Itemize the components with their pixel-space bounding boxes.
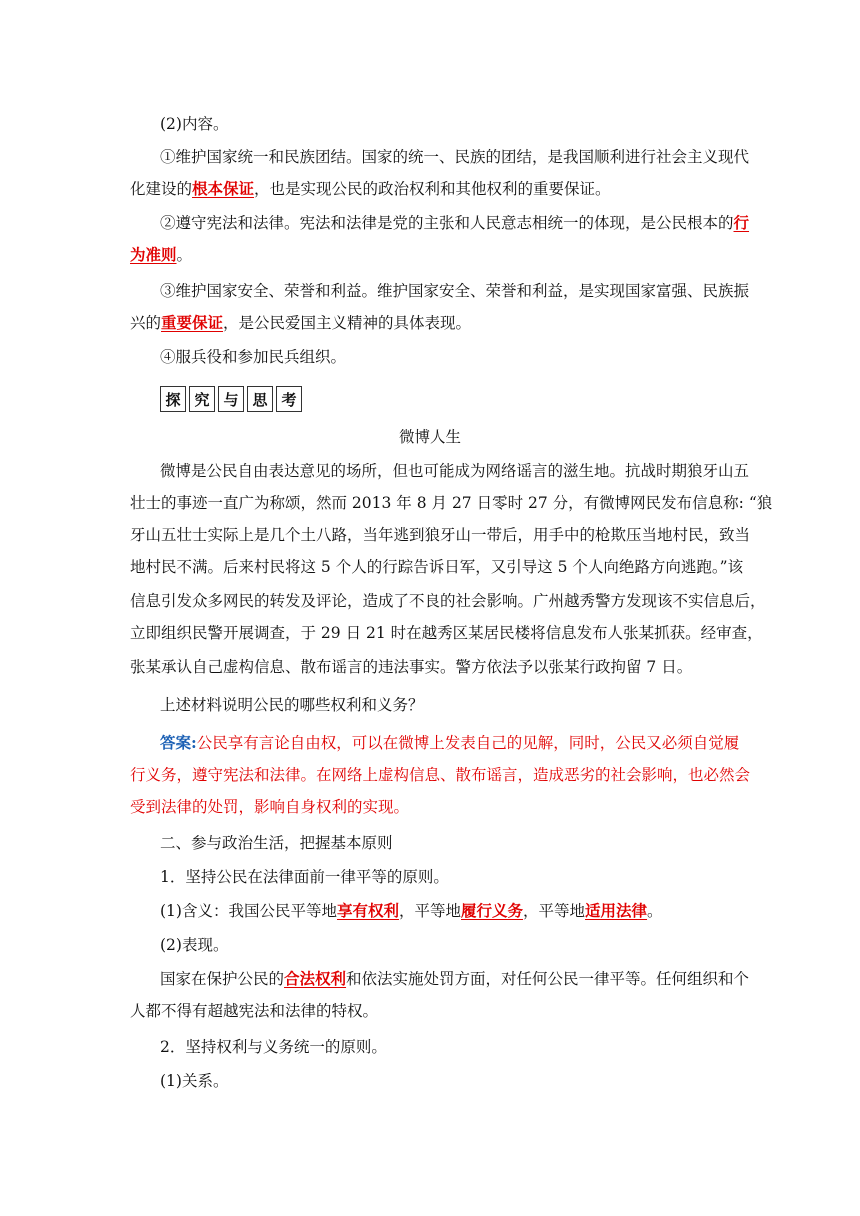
case-line-7: 张某承认自己虚构信息、散布谣言的违法事实。警方依法予以张某行政拘留 7 日。 <box>130 658 693 676</box>
meaning-text-end: 。 <box>647 902 663 920</box>
performance-line-2: 人都不得有超越宪法和法律的特权。 <box>130 1002 379 1020</box>
case-question: 上述材料说明公民的哪些权利和义务？ <box>160 696 424 714</box>
explore-char-3: 与 <box>218 386 244 412</box>
answer-line-1 <box>160 732 740 754</box>
case-line-4: 地村民不满。后来村民将这 5 个人的行踪告诉日军，又引导这 5 个人向绝路方向逃跑。”该 <box>130 558 744 576</box>
principle2-title: 2．坚持权利与义务统一的原则。 <box>160 1038 387 1056</box>
item1-line2 <box>130 178 730 200</box>
case-line-6: 立即组织民警开展调查，于 29 日 21 时在越秀区某居民楼将信息发布人张某抓获。经审查， <box>130 624 763 642</box>
answer-label: 答案: <box>160 733 197 752</box>
item1-text-pre: 化建设的 <box>130 180 193 198</box>
answer-line-3: 受到法律的处罚，影响自身权利的实现。 <box>130 798 410 816</box>
meaning-text-pre: (1)含义：我国公民平等地 <box>160 902 337 920</box>
meaning-text-mid1: ，平等地 <box>398 902 461 920</box>
principle1-performance: (2)表现。 <box>160 936 229 954</box>
item2-line1 <box>160 212 750 234</box>
meaning-text-mid2: ，平等地 <box>523 902 586 920</box>
item3-line2 <box>130 312 730 334</box>
keyword-code-of-conduct-part1: 行 <box>733 213 750 232</box>
explore-and-think-box <box>160 386 305 412</box>
keyword-important-guarantee: 重要保证 <box>161 313 224 332</box>
principle1-title: 1．坚持公民在法律面前一律平等的原则。 <box>160 868 449 886</box>
item2-text-pre: ②遵守宪法和法律。宪法和法律是党的主张和人民意志相统一的体现，是公民根本的 <box>160 214 734 232</box>
principle1-meaning <box>160 900 760 922</box>
explore-char-5: 考 <box>276 386 302 412</box>
item1-line1: ①维护国家统一和民族团结。国家的统一、民族的团结，是我国顺利进行社会主义现代 <box>160 148 750 166</box>
performance-text-post: 和依法实施处罚方面，对任何公民一律平等。任何组织和个 <box>346 970 750 988</box>
explore-char-2: 究 <box>189 386 215 412</box>
item4: ④服兵役和参加民兵组织。 <box>160 348 347 366</box>
section2-heading: 二、参与政治生活，把握基本原则 <box>160 834 393 852</box>
performance-line-1 <box>160 968 750 990</box>
item1-text-post: ，也是实现公民的政治权利和其他权利的重要保证。 <box>254 180 611 198</box>
keyword-legal-rights: 合法权利 <box>284 969 347 988</box>
item3-line1: ③维护国家安全、荣誉和利益。维护国家安全、荣誉和利益，是实现国家富强、民族振 <box>160 282 750 300</box>
principle2-relation: (1)关系。 <box>160 1072 229 1090</box>
case-title: 微博人生 <box>398 428 461 446</box>
case-line-2: 壮士的事迹一直广为称颂，然而 2013 年 8 月 27 日零时 27 分，有微博网民发布信息称: “狼 <box>130 494 773 512</box>
case-line-5: 信息引发众多网民的转发及评论，造成了不良的社会影响。广州越秀警方发现该不实信息后， <box>130 592 766 610</box>
performance-text-pre: 国家在保护公民的 <box>160 970 285 988</box>
item2-text-post: 。 <box>176 246 193 264</box>
item2-line2 <box>130 244 730 266</box>
item3-text-pre: 兴的 <box>130 314 162 332</box>
keyword-code-of-conduct-part2: 为准则 <box>130 245 177 264</box>
item3-text-post: ，是公民爱国主义精神的具体表现。 <box>223 314 472 332</box>
answer-line-2: 行义务，遵守宪法和法律。在网络上虚构信息、散布谣言，造成恶劣的社会影响，也必然会 <box>130 766 751 784</box>
keyword-fundamental-guarantee: 根本保证 <box>192 179 255 198</box>
keyword-enjoy-rights: 享有权利 <box>336 901 399 920</box>
case-line-3: 牙山五壮士实际上是几个土八路，当年逃到狼牙山一带后，用手中的枪欺压当地村民，致当 <box>130 526 751 544</box>
answer-text-1: 公民享有言论自由权，可以在微博上发表自己的见解，同时，公民又必须自觉履 <box>196 734 740 752</box>
keyword-apply-law: 适用法律 <box>585 901 648 920</box>
content-heading: (2)内容。 <box>160 115 229 133</box>
keyword-fulfill-duties: 履行义务 <box>461 901 524 920</box>
explore-char-1: 探 <box>160 386 186 412</box>
explore-char-4: 思 <box>247 386 273 412</box>
case-line-1: 微博是公民自由表达意见的场所，但也可能成为网络谣言的滋生地。抗战时期狼牙山五 <box>160 462 750 480</box>
